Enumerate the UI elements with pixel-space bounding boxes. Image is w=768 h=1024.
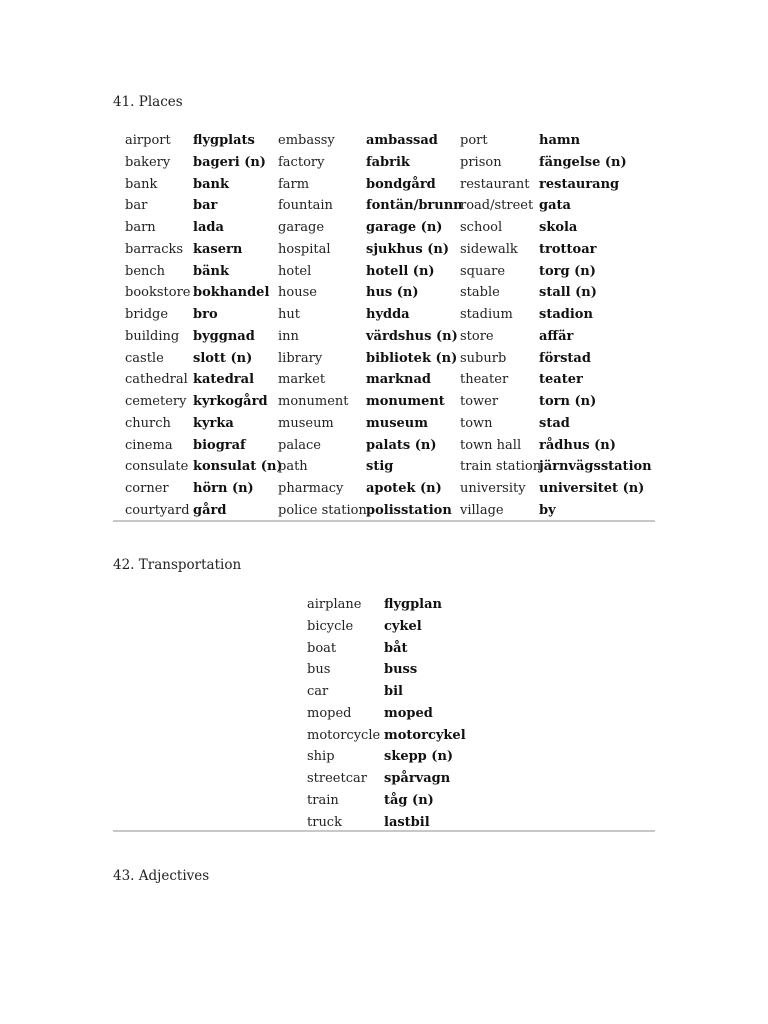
- english-term: town: [460, 415, 493, 431]
- english-term: market: [278, 372, 326, 388]
- english-term: airport: [125, 133, 171, 148]
- english-term: police station: [278, 502, 367, 518]
- english-term: cathedral: [125, 372, 188, 388]
- places-col3-swedish: [539, 130, 652, 522]
- english-term: village: [460, 502, 504, 518]
- english-term: car: [307, 684, 329, 699]
- english-term: fountain: [278, 198, 333, 214]
- swedish-term: teater: [539, 372, 583, 388]
- swedish-term: marknad: [366, 372, 431, 388]
- swedish-term: ambassad: [366, 133, 438, 148]
- swedish-term: bank: [193, 176, 229, 192]
- transportation-swedish: [384, 594, 466, 833]
- places-col2-swedish: [366, 130, 463, 522]
- swedish-term: hamn: [539, 133, 581, 148]
- swedish-term: förstad: [539, 350, 591, 366]
- english-term: airplane: [307, 597, 362, 612]
- swedish-term: cykel: [384, 618, 422, 634]
- english-term: train: [307, 792, 339, 808]
- swedish-term: motorcykel: [384, 727, 466, 743]
- swedish-term: museum: [366, 415, 429, 431]
- english-term: castle: [125, 350, 164, 366]
- swedish-term: skola: [539, 220, 578, 235]
- english-term: monument: [278, 394, 349, 409]
- swedish-term: värdshus (n): [366, 328, 458, 344]
- swedish-term: affär: [539, 328, 574, 344]
- swedish-term: monument: [366, 394, 445, 409]
- swedish-term: sjukhus (n): [366, 241, 449, 257]
- swedish-term: stall (n): [539, 285, 597, 301]
- swedish-term: bro: [193, 307, 218, 322]
- english-term: farm: [278, 176, 310, 192]
- english-term: bank: [125, 176, 158, 192]
- english-term: palace: [278, 437, 321, 453]
- swedish-term: fängelse (n): [539, 154, 627, 170]
- english-term: hotel: [278, 263, 312, 279]
- english-term: ship: [307, 749, 335, 765]
- english-term: stable: [460, 285, 500, 301]
- swedish-term: stadion: [539, 307, 593, 322]
- english-term: stadium: [460, 307, 513, 322]
- english-term: factory: [278, 154, 325, 170]
- section-heading-places: 41. Places: [113, 94, 183, 110]
- swedish-term: skepp (n): [384, 749, 454, 765]
- english-term: university: [460, 481, 526, 496]
- swedish-term: stig: [366, 459, 394, 475]
- swedish-term: bokhandel: [193, 285, 270, 301]
- english-term: port: [460, 133, 488, 148]
- english-term: corner: [125, 481, 169, 496]
- english-term: motorcycle: [307, 727, 381, 743]
- english-term: house: [278, 285, 317, 301]
- swedish-term: rådhus (n): [539, 437, 616, 453]
- places-col2-english: [278, 130, 367, 522]
- swedish-term: lada: [193, 220, 224, 235]
- swedish-term: kasern: [193, 241, 243, 257]
- section-heading-transportation: 42. Transportation: [113, 557, 242, 573]
- english-term: bar: [125, 198, 148, 214]
- english-term: town hall: [460, 437, 522, 453]
- swedish-term: spårvagn: [384, 771, 451, 786]
- section-divider: [113, 830, 655, 832]
- english-term: bookstore: [125, 285, 191, 301]
- english-term: barracks: [125, 241, 184, 257]
- places-col3-english: [460, 130, 541, 522]
- english-term: bench: [125, 263, 166, 279]
- swedish-term: kyrkogård: [193, 394, 268, 409]
- english-term: road/street: [460, 198, 534, 214]
- transportation-english: [307, 594, 380, 833]
- swedish-term: torg (n): [539, 263, 596, 279]
- english-term: pharmacy: [278, 481, 344, 496]
- swedish-term: flygplan: [384, 597, 442, 612]
- english-term: theater: [460, 372, 509, 388]
- places-col1-swedish: [193, 130, 283, 522]
- english-term: restaurant: [460, 176, 530, 192]
- swedish-term: hus (n): [366, 285, 419, 301]
- swedish-term: lastbil: [384, 814, 430, 830]
- english-term: boat: [307, 640, 337, 656]
- english-term: museum: [278, 415, 334, 431]
- english-term: streetcar: [307, 771, 367, 786]
- english-term: school: [460, 220, 503, 235]
- swedish-term: bänk: [193, 263, 229, 279]
- swedish-term: konsulat (n): [193, 459, 283, 475]
- swedish-term: biograf: [193, 437, 246, 453]
- swedish-term: kyrka: [193, 415, 234, 431]
- swedish-term: slott (n): [193, 350, 253, 366]
- english-term: bakery: [125, 154, 171, 170]
- swedish-term: byggnad: [193, 328, 255, 344]
- swedish-term: tåg (n): [384, 792, 434, 808]
- swedish-term: moped: [384, 705, 433, 721]
- swedish-term: garage (n): [366, 220, 443, 235]
- english-term: suburb: [460, 350, 507, 366]
- english-term: consulate: [125, 459, 189, 475]
- english-term: truck: [307, 814, 342, 830]
- swedish-term: gård: [193, 502, 227, 518]
- english-term: bus: [307, 662, 331, 678]
- swedish-term: bondgård: [366, 176, 436, 192]
- english-term: path: [278, 459, 308, 475]
- swedish-term: trottoar: [539, 241, 597, 257]
- english-term: moped: [307, 705, 352, 721]
- swedish-term: bageri (n): [193, 154, 266, 170]
- swedish-term: fabrik: [366, 154, 410, 170]
- swedish-term: fontän/brunn: [366, 198, 463, 214]
- swedish-term: hörn (n): [193, 481, 254, 496]
- english-term: embassy: [278, 133, 335, 148]
- english-term: sidewalk: [460, 241, 518, 257]
- english-term: prison: [460, 154, 502, 170]
- swedish-term: by: [539, 502, 556, 518]
- english-term: inn: [278, 328, 299, 344]
- swedish-term: stad: [539, 415, 570, 431]
- swedish-term: buss: [384, 662, 418, 678]
- swedish-term: flygplats: [193, 133, 255, 148]
- english-term: garage: [278, 220, 325, 235]
- english-term: building: [125, 328, 180, 344]
- english-term: train station: [460, 459, 542, 475]
- swedish-term: hotell (n): [366, 263, 435, 279]
- places-col1-english: [125, 130, 190, 522]
- swedish-term: båt: [384, 640, 408, 656]
- english-term: cinema: [125, 437, 173, 453]
- english-term: bicycle: [307, 618, 354, 634]
- english-term: tower: [460, 394, 499, 409]
- swedish-term: bil: [384, 684, 403, 699]
- english-term: square: [460, 263, 506, 279]
- swedish-term: hydda: [366, 307, 410, 322]
- swedish-term: bibliotek (n): [366, 350, 458, 366]
- english-term: bridge: [125, 307, 169, 322]
- section-divider: [113, 520, 655, 522]
- english-term: store: [460, 328, 494, 344]
- swedish-term: universitet (n): [539, 481, 645, 496]
- english-term: church: [125, 415, 171, 431]
- swedish-term: järnvägsstation: [539, 459, 652, 475]
- section-heading-adjectives: 43. Adjectives: [113, 868, 210, 884]
- english-term: courtyard: [125, 502, 190, 518]
- swedish-term: torn (n): [539, 394, 597, 409]
- swedish-term: katedral: [193, 372, 255, 388]
- swedish-term: apotek (n): [366, 481, 442, 496]
- swedish-term: bar: [193, 198, 218, 214]
- swedish-term: palats (n): [366, 437, 437, 453]
- swedish-term: polisstation: [366, 502, 452, 518]
- english-term: cemetery: [125, 394, 187, 409]
- swedish-term: gata: [539, 198, 571, 214]
- english-term: barn: [125, 220, 156, 235]
- english-term: library: [278, 350, 323, 366]
- swedish-term: restaurang: [539, 176, 620, 192]
- english-term: hospital: [278, 241, 331, 257]
- english-term: hut: [278, 307, 300, 322]
